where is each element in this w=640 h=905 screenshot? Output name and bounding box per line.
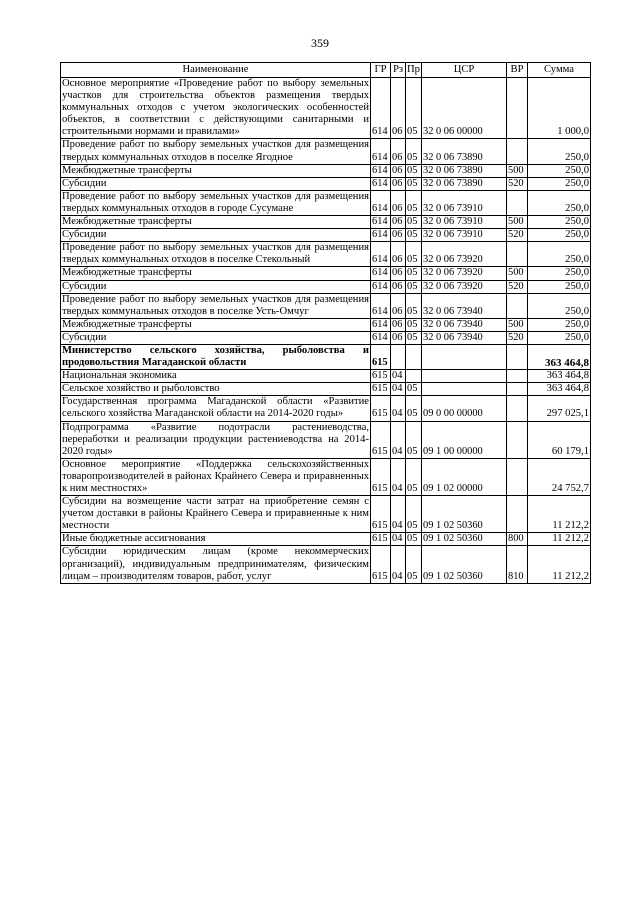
cell-name: Министерство сельского хозяйства, рыболовства и продовольствия Магаданской области [62,344,369,369]
cell-pr: 05 [406,190,422,215]
cell-pr [406,370,422,383]
cell-name: Проведение работ по выбору земельных участков для размещения твердых коммунальных отходов в городе Сусумане [62,190,369,214]
cell-csr: 09 1 00 00000 [422,421,507,458]
cell-gr: 614 [371,318,391,331]
cell-name: Субсидии [61,177,371,190]
cell-rz: 06 [391,267,406,280]
cell-pr: 05 [406,533,422,546]
table-row [61,177,591,190]
cell-name: Проведение работ по выбору земельных участков для размещения твердых коммунальных отходов в поселке Ягодное [62,139,369,163]
table-row [61,139,591,164]
cell-gr: 614 [371,190,391,215]
cell-rz: 04 [391,458,406,495]
cell-vr [507,396,528,421]
cell-csr: 09 1 02 50360 [422,546,507,583]
cell-pr: 05 [406,293,422,318]
table-row [61,216,591,229]
column-header-rz: Рз [391,63,406,78]
table-row [61,383,591,396]
cell-name: Межбюджетные трансферты [61,164,371,177]
cell-gr: 614 [371,331,391,344]
cell-vr: 520 [507,280,528,293]
cell-csr: 32 0 06 00000 [422,78,507,139]
cell-name: Сельское хозяйство и рыболовство [61,383,371,396]
table-row [61,396,591,421]
cell-sum: 24 752,7 [528,458,591,495]
table-row [61,190,591,215]
column-header-sum: Сумма [528,63,591,78]
cell-sum: 11 212,2 [528,533,591,546]
column-header-csr: ЦСР [422,63,507,78]
cell-gr: 615 [371,496,391,533]
cell-vr [507,242,528,267]
cell-sum: 250,0 [528,331,591,344]
cell-rz: 06 [391,293,406,318]
cell-rz: 04 [391,546,406,583]
cell-csr: 32 0 06 73890 [422,139,507,164]
cell-vr [507,458,528,495]
cell-pr [406,344,422,369]
cell-rz: 04 [391,396,406,421]
cell-name: Субсидии на возмещение части затрат на приобретение семян с учетом доставки в районы Крайнего Севера и приравненные к ним местности [62,496,369,532]
cell-rz: 06 [391,78,406,139]
cell-csr: 32 0 06 73940 [422,293,507,318]
cell-sum: 11 212,2 [528,496,591,533]
cell-sum: 250,0 [528,164,591,177]
cell-vr [507,370,528,383]
cell-sum: 250,0 [528,190,591,215]
cell-vr: 500 [507,164,528,177]
cell-vr [507,139,528,164]
cell-sum: 250,0 [528,293,591,318]
cell-pr: 05 [406,546,422,583]
cell-gr: 614 [371,177,391,190]
cell-sum: 250,0 [528,267,591,280]
cell-csr: 09 1 02 50360 [422,533,507,546]
table-row [61,533,591,546]
table-row [61,496,591,533]
table-row [61,293,591,318]
cell-rz: 04 [391,533,406,546]
cell-sum: 363 464,8 [528,370,591,383]
cell-rz: 06 [391,139,406,164]
cell-pr: 05 [406,177,422,190]
cell-pr: 05 [406,383,422,396]
cell-name: Проведение работ по выбору земельных участков для размещения твердых коммунальных отходов в поселке Стекольный [62,242,369,266]
cell-gr: 615 [371,370,391,383]
cell-csr: 32 0 06 73890 [422,177,507,190]
table-row [61,78,591,139]
cell-pr: 05 [406,280,422,293]
column-header-vr: ВР [507,63,528,78]
cell-vr [507,293,528,318]
table-header-row [61,63,591,78]
cell-gr: 615 [371,533,391,546]
cell-vr [507,344,528,369]
cell-name: Основное мероприятие «Проведение работ по выбору земельных участков для строительства объектов размещения твердых коммунальных отходов с учетом экологических особенностей объектов, в соответствии с действующими санитарными и строительными нормами и правилами» [62,78,369,138]
cell-rz: 06 [391,177,406,190]
cell-gr: 614 [371,280,391,293]
cell-rz: 06 [391,331,406,344]
cell-name: Иные бюджетные ассигнования [61,533,371,546]
table-row [61,164,591,177]
cell-vr [507,496,528,533]
table-row [61,458,591,495]
cell-gr: 614 [371,293,391,318]
cell-sum: 250,0 [528,139,591,164]
cell-name: Субсидии [61,229,371,242]
cell-rz: 06 [391,280,406,293]
cell-gr: 615 [371,344,391,369]
cell-sum: 363 464,8 [528,383,591,396]
cell-gr: 614 [371,78,391,139]
cell-pr: 05 [406,421,422,458]
cell-name: Государственная программа Магаданской области «Развитие сельского хозяйства Магаданской области на 2014-2020 годы» [62,396,369,420]
cell-pr: 05 [406,78,422,139]
cell-sum: 11 212,2 [528,546,591,583]
cell-name: Субсидии [61,280,371,293]
cell-gr: 614 [371,164,391,177]
cell-vr: 520 [507,229,528,242]
cell-gr: 614 [371,242,391,267]
cell-sum: 60 179,1 [528,421,591,458]
cell-name: Межбюджетные трансферты [61,267,371,280]
cell-pr: 05 [406,216,422,229]
cell-sum: 250,0 [528,318,591,331]
cell-vr: 500 [507,267,528,280]
cell-pr: 05 [406,396,422,421]
cell-csr: 32 0 06 73920 [422,242,507,267]
column-header-gr: ГР [371,63,391,78]
table-row [61,267,591,280]
cell-pr: 05 [406,242,422,267]
cell-vr [507,383,528,396]
cell-rz: 04 [391,496,406,533]
cell-gr: 615 [371,458,391,495]
cell-vr: 810 [507,546,528,583]
cell-csr [422,383,507,396]
cell-rz [391,344,406,369]
cell-pr: 05 [406,229,422,242]
cell-name: Межбюджетные трансферты [61,318,371,331]
cell-name: Подпрограмма «Развитие подотрасли растениеводства, переработки и реализации продукции растениеводства на 2014-2020 годы» [62,421,369,457]
cell-csr: 32 0 06 73920 [422,267,507,280]
cell-name: Национальная экономика [61,370,371,383]
cell-csr [422,370,507,383]
cell-pr: 05 [406,267,422,280]
cell-name: Основное мероприятие «Поддержка сельскохозяйственных товаропроизводителей в районах Крайнего Севера и приравненных к ним местностях» [62,458,369,494]
cell-rz: 04 [391,370,406,383]
table-row [61,229,591,242]
cell-sum: 250,0 [528,177,591,190]
cell-gr: 614 [371,267,391,280]
cell-vr: 500 [507,318,528,331]
cell-csr: 32 0 06 73940 [422,318,507,331]
budget-table [60,62,591,584]
cell-sum: 250,0 [528,216,591,229]
cell-csr: 32 0 06 73890 [422,164,507,177]
table-row [61,331,591,344]
cell-csr: 09 1 02 50360 [422,496,507,533]
cell-gr: 615 [371,421,391,458]
cell-rz: 06 [391,242,406,267]
page-number: 359 [311,36,329,50]
cell-gr: 615 [371,396,391,421]
cell-csr: 32 0 06 73940 [422,331,507,344]
table-row [61,242,591,267]
cell-name: Проведение работ по выбору земельных участков для размещения твердых коммунальных отходов в поселке Усть-Омчуг [62,293,369,317]
cell-csr: 32 0 06 73910 [422,190,507,215]
cell-vr: 520 [507,331,528,344]
cell-vr [507,421,528,458]
cell-gr: 614 [371,229,391,242]
table-row [61,370,591,383]
cell-name: Субсидии юридическим лицам (кроме некоммерческих организаций), индивидуальным предпринимателям, физическим лицам – производителям товаров, работ, услуг [62,546,369,582]
cell-pr: 05 [406,164,422,177]
table-row [61,280,591,293]
cell-name: Субсидии [61,331,371,344]
cell-pr: 05 [406,318,422,331]
table-body [61,78,591,584]
cell-gr: 615 [371,383,391,396]
cell-csr: 32 0 06 73910 [422,229,507,242]
cell-vr: 520 [507,177,528,190]
cell-sum: 250,0 [528,242,591,267]
cell-gr: 614 [371,139,391,164]
table-row [61,421,591,458]
cell-sum: 1 000,0 [528,78,591,139]
cell-csr: 09 0 00 00000 [422,396,507,421]
cell-rz: 06 [391,216,406,229]
cell-sum: 250,0 [528,229,591,242]
cell-sum: 363 464,8 [528,344,591,369]
table-row [61,318,591,331]
cell-vr [507,78,528,139]
cell-rz: 06 [391,164,406,177]
cell-vr [507,190,528,215]
cell-csr: 09 1 02 00000 [422,458,507,495]
cell-rz: 06 [391,190,406,215]
column-header-name: Наименование [61,63,371,78]
cell-gr: 614 [371,216,391,229]
cell-csr: 32 0 06 73920 [422,280,507,293]
cell-gr: 615 [371,546,391,583]
cell-pr: 05 [406,458,422,495]
cell-csr: 32 0 06 73910 [422,216,507,229]
table-row [61,546,591,583]
cell-sum: 250,0 [528,280,591,293]
cell-name: Межбюджетные трансферты [61,216,371,229]
cell-rz: 06 [391,229,406,242]
cell-pr: 05 [406,139,422,164]
cell-vr: 800 [507,533,528,546]
cell-rz: 04 [391,383,406,396]
cell-vr: 500 [507,216,528,229]
column-header-pr: Пр [406,63,422,78]
cell-sum: 297 025,1 [528,396,591,421]
table-row [61,344,591,369]
cell-pr: 05 [406,331,422,344]
cell-rz: 06 [391,318,406,331]
cell-csr [422,344,507,369]
cell-rz: 04 [391,421,406,458]
cell-pr: 05 [406,496,422,533]
